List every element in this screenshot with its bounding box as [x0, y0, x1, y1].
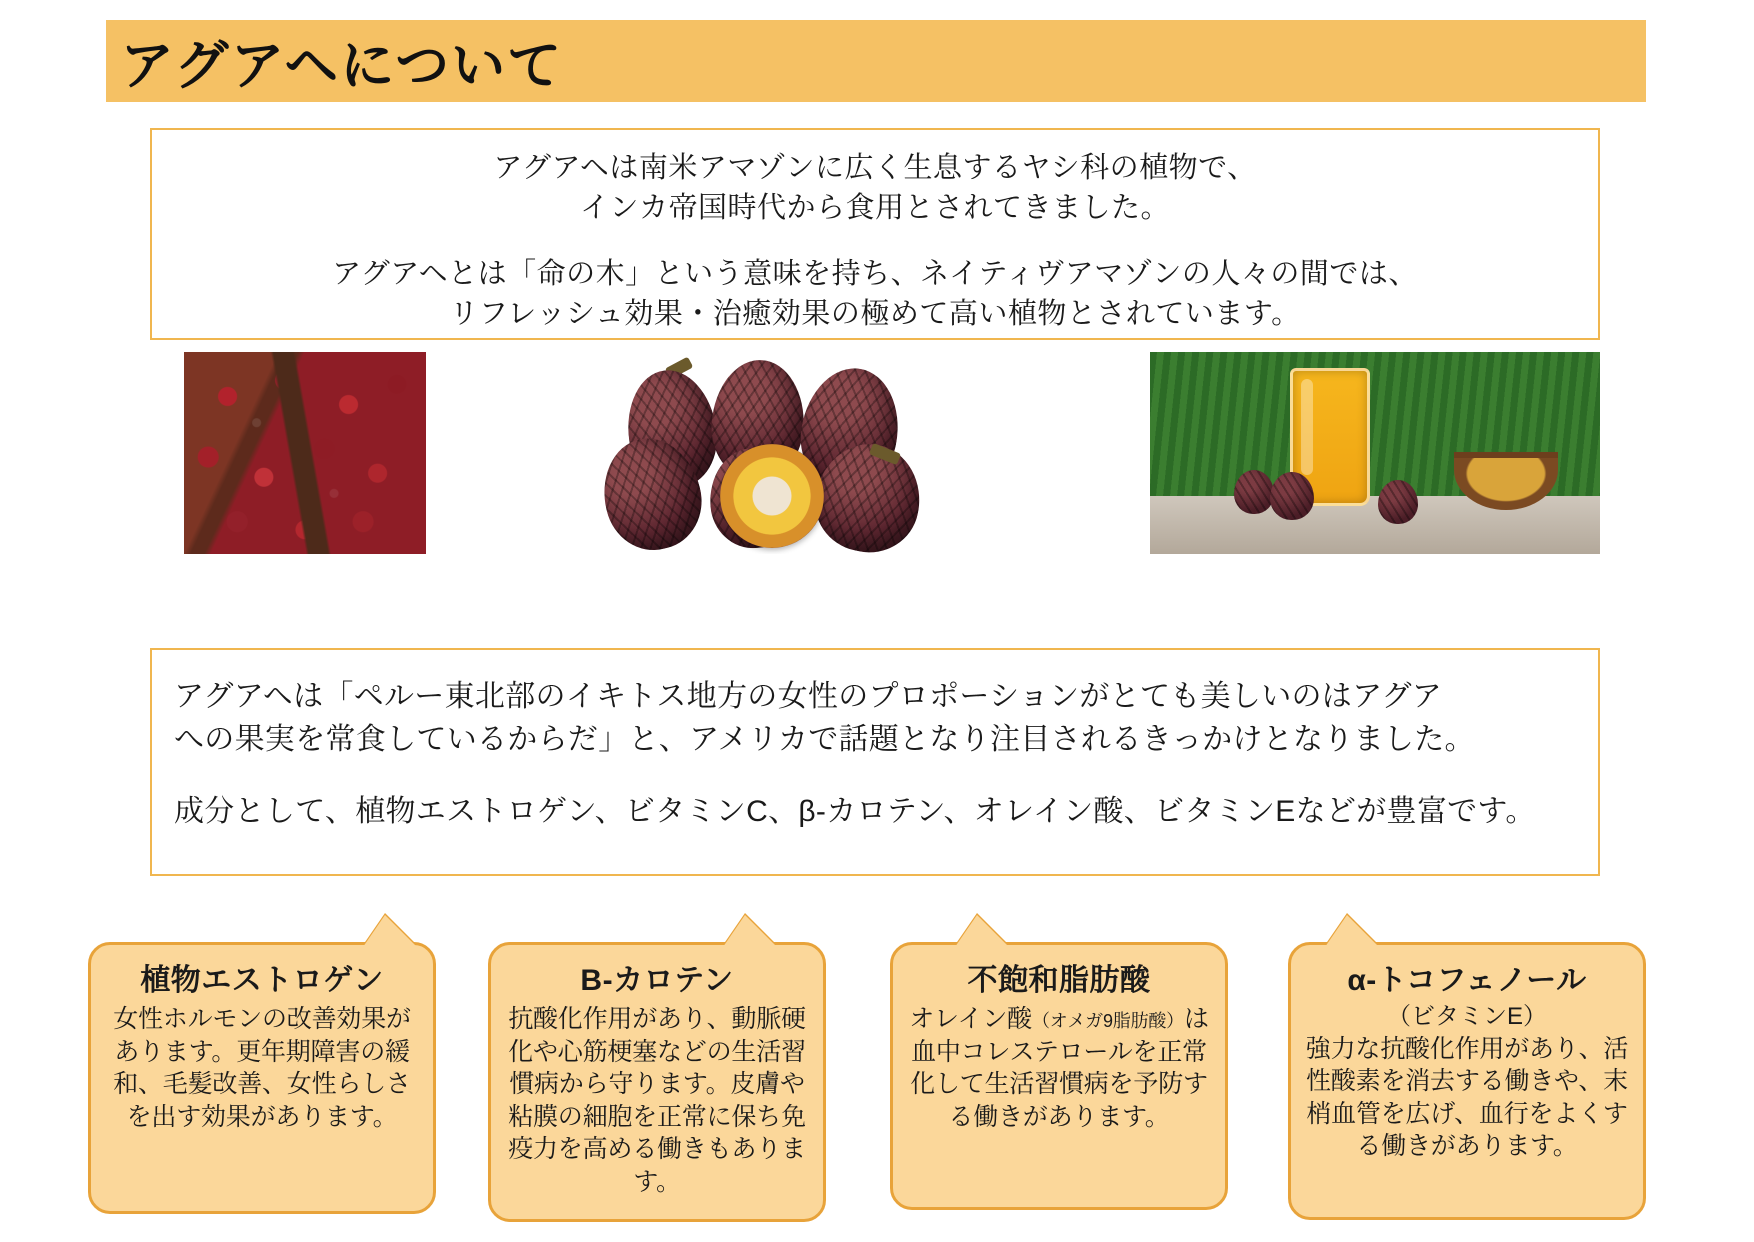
nutrient-card-title: Β-カロテン [580, 964, 734, 997]
nutrient-card-phytoestrogen [88, 942, 436, 1214]
photo-strip [150, 352, 1600, 554]
stone-table [1150, 496, 1600, 554]
aguaje-berries-on-branch-photo [184, 352, 426, 554]
nutrient-card-title: 不飽和脂肪酸 [967, 964, 1151, 997]
fruit-cross-section [720, 444, 824, 548]
detail-line-1: アグアヘは「ペルー東北部のイキトス地方の女性のプロポーションがとても美しいのはアグア [174, 680, 1443, 713]
detail-line-3: 成分として、植物エストロゲン、ビタミンC、β-カロテン、オレイン酸、ビタミンEなどが豊富です。 [174, 795, 1536, 829]
nutrient-card-subtitle: （ビタミンE） [1386, 1003, 1547, 1030]
nutrient-card-body: 抗酸化作用があり、動脈硬化や心筋梗塞などの生活習慣病から守ります。皮膚や粘膜の細胞を正常に保ち免疫力を高める働きもあります。 [508, 1005, 806, 1196]
nutrient-card-body-lead: オレイン酸 [909, 1005, 1032, 1033]
intro-line-3: アグアヘとは「命の木」という意味を持ち、ネイティヴアマゾンの人々の間では、 [332, 258, 1418, 291]
nutrient-card-body [905, 1003, 1213, 1133]
fruit-scene-graphic [570, 352, 988, 554]
detail-description-box [150, 648, 1600, 876]
intro-line-4: リフレッシュ効果・治癒効果の極めて高い植物とされています。 [449, 298, 1301, 331]
callout-tail [955, 915, 1009, 947]
nutrient-card-body-rest: は血中コレステロールを正常化して生活習慣病を予防する働きがあります。 [910, 1005, 1209, 1131]
nutrient-card-body-note: （オメガ9脂肪酸） [1031, 1011, 1184, 1031]
intro-line-1: アグアヘは南米アマゾンに広く生息するヤシ科の植物で、 [493, 152, 1257, 184]
callout-tail [1325, 915, 1379, 947]
fruit-shape [1234, 470, 1274, 514]
nutrient-card-title: α-トコフェノール [1347, 964, 1587, 997]
fruit-shape [1270, 472, 1314, 520]
intro-line-2: インカ帝国時代から食用とされてきました。 [579, 192, 1170, 225]
nutrient-card-title: 植物エストロゲン [140, 964, 384, 997]
nutrient-card-body: 強力な抗酸化作用があり、活性酸素を消去する働きや、末梢血管を広げ、血行をよくする働きがあります。 [1305, 1034, 1629, 1161]
page-title: アグアヘについて [120, 35, 564, 96]
nutrient-callout-row [0, 912, 1754, 1242]
nutrient-card-unsaturated-fatty-acid [890, 942, 1228, 1210]
nutrient-card-body: 女性ホルモンの改善効果があります。更年期障害の緩和、毛髪改善、女性らしさを出す効果があります。 [113, 1005, 411, 1131]
aguaje-juice-photo [1150, 352, 1600, 554]
aguaje-fruits-cut-photo [570, 352, 988, 554]
callout-tail [723, 915, 777, 947]
callout-tail [363, 915, 417, 947]
berries-graphic [184, 352, 426, 554]
juice-scene-graphic [1150, 352, 1600, 554]
detail-spacer [174, 761, 1580, 791]
fruit-shape [1378, 480, 1418, 524]
nutrient-card-beta-carotene [488, 942, 826, 1222]
detail-line-2: への果実を常食しているからだ」と、アメリカで話題となり注目されるきっかけとなりました。 [174, 722, 1475, 756]
intro-description-box [150, 128, 1600, 340]
page-title-bar [106, 20, 1646, 102]
nutrient-card-alpha-tocopherol [1288, 942, 1646, 1220]
